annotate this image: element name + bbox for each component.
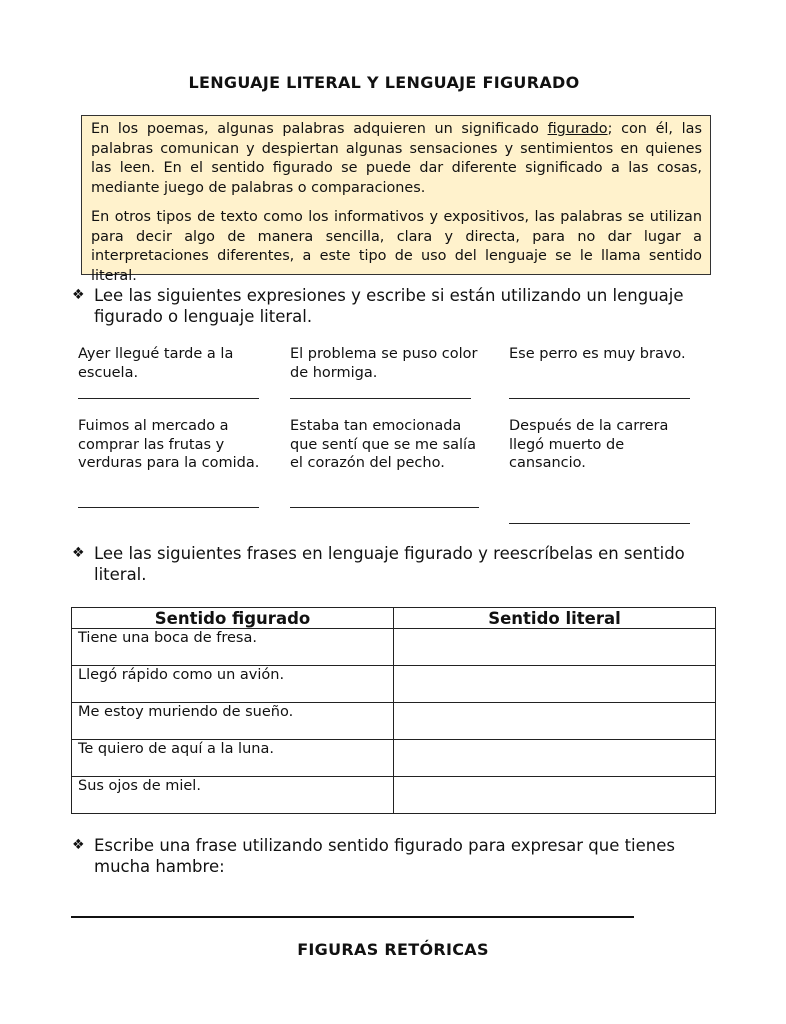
worksheet-title: LENGUAJE LITERAL Y LENGUAJE FIGURADO <box>188 73 580 92</box>
expression-4: Fuimos al mercado a comprar las frutas y verduras para la comida. <box>78 418 260 471</box>
table-row <box>72 666 716 703</box>
header-sentido-literal: Sentido literal <box>394 608 716 629</box>
intro-paragraph-1 <box>91 120 702 198</box>
table-header-row <box>72 608 716 629</box>
literal-answer-cell[interactable] <box>394 777 716 814</box>
diamond-bullet-icon: ❖ <box>72 545 85 561</box>
diamond-bullet-icon: ❖ <box>72 837 85 853</box>
literal-answer-cell[interactable] <box>394 740 716 777</box>
instruction-1 <box>72 285 712 327</box>
figurative-cell: Tiene una boca de fresa. <box>72 629 394 666</box>
figurative-cell: Sus ojos de miel. <box>72 777 394 814</box>
expression-5: Estaba tan emocionada que sentí que se me salía el corazón del pecho. <box>290 418 476 471</box>
intro-paragraph-2: En otros tipos de texto como los informativos y expositivos, las palabras se utilizan para decir algo de manera sencilla, clara y directa, para no dar lugar a interpretaciones diferentes, a este tipo de uso del lenguaje se le llama sentido literal. <box>91 209 702 284</box>
intro-p1-start: En los poemas, algunas palabras adquieren un significado <box>91 121 548 137</box>
section-title-figuras: FIGURAS RETÓRICAS <box>297 940 489 959</box>
figurative-cell: Llegó rápido como un avión. <box>72 666 394 703</box>
answer-line-4[interactable] <box>78 507 259 508</box>
instruction-3 <box>72 835 712 877</box>
diamond-bullet-icon: ❖ <box>72 287 85 303</box>
instruction-2 <box>72 543 712 585</box>
intro-box <box>81 115 711 284</box>
answer-line-5[interactable] <box>290 507 479 508</box>
table-row <box>72 777 716 814</box>
figurative-table <box>71 607 716 814</box>
expression-6: Después de la carrera llegó muerto de cansancio. <box>509 418 669 471</box>
instruction-3-text: Escribe una frase utilizando sentido figurado para expresar que tienes mucha hambre: <box>94 836 675 876</box>
instruction-1-text: Lee las siguientes expresiones y escribe si están utilizando un lenguaje figurado o lenguaje literal. <box>94 286 684 326</box>
answer-line-6[interactable] <box>509 523 690 524</box>
literal-answer-cell[interactable] <box>394 703 716 740</box>
answer-line-1[interactable] <box>78 398 259 399</box>
intro-p1-end: ; con él, las palabras comunican y despiertan algunas sensaciones y sentimientos en quienes las leen. En el sentido figurado se puede dar diferente significado a las cosas, mediante juego de palabras o comparaciones. <box>91 121 702 196</box>
literal-answer-cell[interactable] <box>394 666 716 703</box>
answer-line-hunger[interactable] <box>71 916 634 918</box>
expression-2: El problema se puso color de hormiga. <box>290 346 478 381</box>
figurado-underlined-word: figurado <box>547 121 608 137</box>
table-row <box>72 740 716 777</box>
literal-answer-cell[interactable] <box>394 629 716 666</box>
answer-line-3[interactable] <box>509 398 690 399</box>
expression-1: Ayer llegué tarde a la escuela. <box>78 346 234 381</box>
header-sentido-figurado: Sentido figurado <box>72 608 394 629</box>
table-row <box>72 629 716 666</box>
figurative-cell: Te quiero de aquí a la luna. <box>72 740 394 777</box>
figurative-cell: Me estoy muriendo de sueño. <box>72 703 394 740</box>
table-row <box>72 703 716 740</box>
expression-3: Ese perro es muy bravo. <box>509 346 686 362</box>
instruction-2-text: Lee las siguientes frases en lenguaje figurado y reescríbelas en sentido literal. <box>94 544 685 584</box>
answer-line-2[interactable] <box>290 398 471 399</box>
